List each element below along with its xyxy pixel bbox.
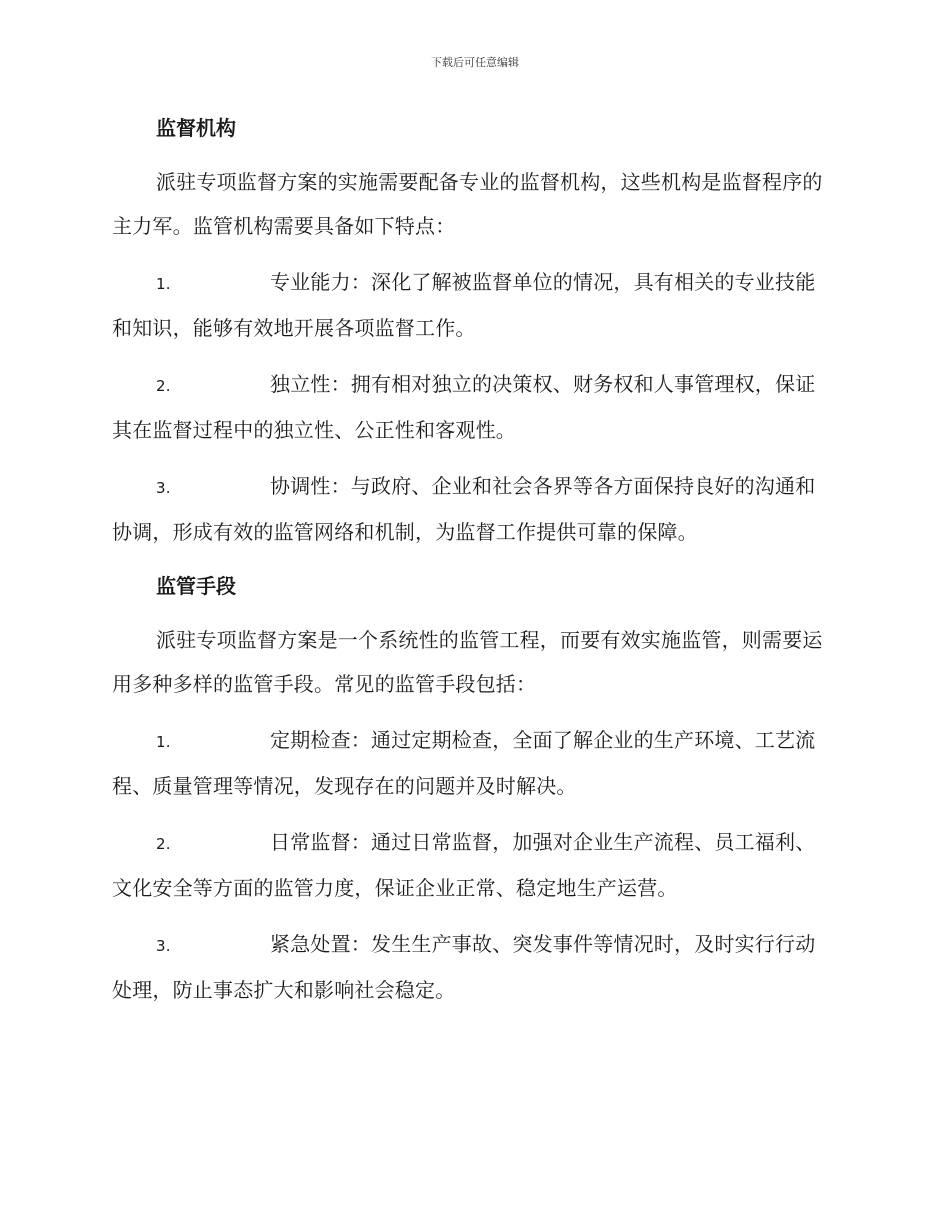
section-supervision-means (112, 566, 834, 1012)
section-supervision-agency (112, 108, 834, 554)
list-text: 日常监督：通过日常监督，加强对企业生产流程、员工福利、文化安全等方面的监管力度，保证企业正常、稳定地生产运营。 (112, 830, 816, 900)
section-heading: 监督机构 (156, 116, 236, 140)
list-number: 2. (156, 377, 171, 395)
list-text: 独立性：拥有相对独立的决策权、财务权和人事管理权，保证其在监督过程中的独立性、公正性和客观性。 (112, 372, 816, 442)
list-number: 3. (156, 937, 171, 955)
list-number: 3. (156, 479, 171, 497)
section-intro: 派驻专项监督方案的实施需要配备专业的监督机构，这些机构是监督程序的主力军。监管机构需要具备如下特点： (112, 170, 823, 238)
section-heading: 监管手段 (156, 574, 236, 598)
list-number: 1. (156, 733, 171, 751)
list-text: 定期检查：通过定期检查，全面了解企业的生产环境、工艺流程、质量管理等情况，发现存在的问题并及时解决。 (112, 728, 816, 798)
list-number: 2. (156, 835, 171, 853)
list-item (112, 820, 834, 910)
list-item (112, 260, 834, 350)
section-intro: 派驻专项监督方案是一个系统性的监管工程，而要有效实施监管，则需要运用多种多样的监管手段。常见的监管手段包括： (112, 628, 823, 696)
list-item (112, 362, 834, 452)
document-body (112, 108, 834, 1024)
list-item (112, 718, 834, 808)
list-text: 专业能力：深化了解被监督单位的情况，具有相关的专业技能和知识，能够有效地开展各项监督工作。 (112, 270, 816, 340)
list-number: 1. (156, 275, 171, 293)
list-text: 紧急处置：发生生产事故、突发事件等情况时，及时实行行动处理，防止事态扩大和影响社会稳定。 (112, 932, 816, 1002)
list-item (112, 922, 834, 1012)
header-note: 下载后可任意编辑 (431, 56, 519, 69)
list-item (112, 464, 834, 554)
list-text: 协调性：与政府、企业和社会各界等各方面保持良好的沟通和协调，形成有效的监管网络和机制，为监督工作提供可靠的保障。 (112, 474, 816, 544)
